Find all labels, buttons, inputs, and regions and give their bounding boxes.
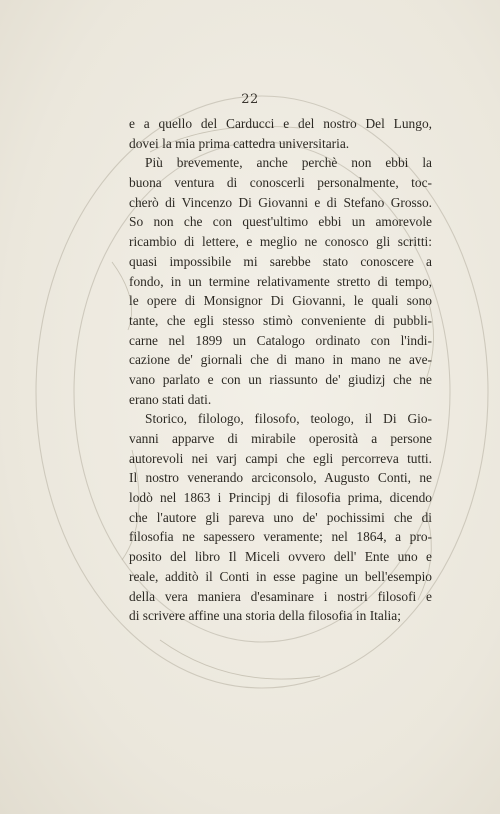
text-line: dovei la mia prima cattedra universitaria. bbox=[129, 135, 350, 151]
body-text bbox=[129, 114, 432, 626]
text-line: Il nostro venerando arciconsolo, Augusto Conti, ne bbox=[129, 470, 432, 486]
paragraph bbox=[129, 153, 432, 409]
text-line: reale, additò il Conti in esse pagine un bell'esempio bbox=[129, 568, 432, 584]
text-line: carne nel 1899 un Catalogo ordinato con l'indi- bbox=[129, 332, 432, 348]
text-line: cherò di Vincenzo Di Giovanni e di Stefano Grosso. bbox=[129, 194, 432, 210]
paragraph bbox=[129, 409, 432, 626]
text-line: e a quello del Carducci e del nostro Del Lungo, bbox=[129, 116, 432, 131]
text-line: erano stati dati. bbox=[129, 391, 212, 407]
text-line: filosofia ne sapessero veramente; nel 1864, a pro- bbox=[129, 529, 432, 545]
text-line: di scrivere affine una storia della filosofia in Italia; bbox=[129, 608, 401, 624]
text-line: Più brevemente, anche perchè non ebbi la bbox=[145, 155, 432, 171]
paragraph bbox=[129, 114, 432, 153]
text-line: ricambio di lettere, e meglio ne conosco gli scritti: bbox=[129, 234, 432, 250]
page-number: 22 bbox=[241, 92, 259, 107]
text-line: vano parlato e con un riassunto de' giudizj che ne bbox=[129, 371, 432, 387]
text-line: Storico, filologo, filosofo, teologo, il Di Gio- bbox=[145, 411, 432, 427]
text-line: vanni apparve di mirabile operosità a persone bbox=[129, 431, 432, 446]
text-line: quasi impossibile mi sarebbe stato conoscere a bbox=[129, 253, 432, 269]
text-line: So non che con quest'ultimo ebbi un amorevole bbox=[129, 214, 432, 230]
text-line: tante, che egli stesso stimò conveniente di pubbli- bbox=[129, 312, 432, 328]
text-line: le opere di Monsignor Di Giovanni, le quali sono bbox=[129, 293, 432, 309]
text-line: fondo, in un termine relativamente stretto di tempo, bbox=[129, 273, 432, 289]
text-line: posito del libro Il Miceli ovvero dell' Ente uno e bbox=[129, 549, 432, 565]
text-line: della vera maniera d'esaminare i nostri filosofi e bbox=[129, 588, 432, 604]
text-line: autorevoli nei varj campi che egli percorreva tutti. bbox=[129, 450, 432, 466]
text-line: cazione de' giornali che di mano in mano ne ave- bbox=[129, 352, 432, 368]
text-line: che l'autore gli pareva uno de' pochissimi che di bbox=[129, 509, 432, 525]
text-line: lodò nel 1863 i Principj di filosofia prima, dicendo bbox=[129, 490, 432, 506]
text-line: buona ventura di conoscerli personalmente, toc- bbox=[129, 175, 432, 191]
